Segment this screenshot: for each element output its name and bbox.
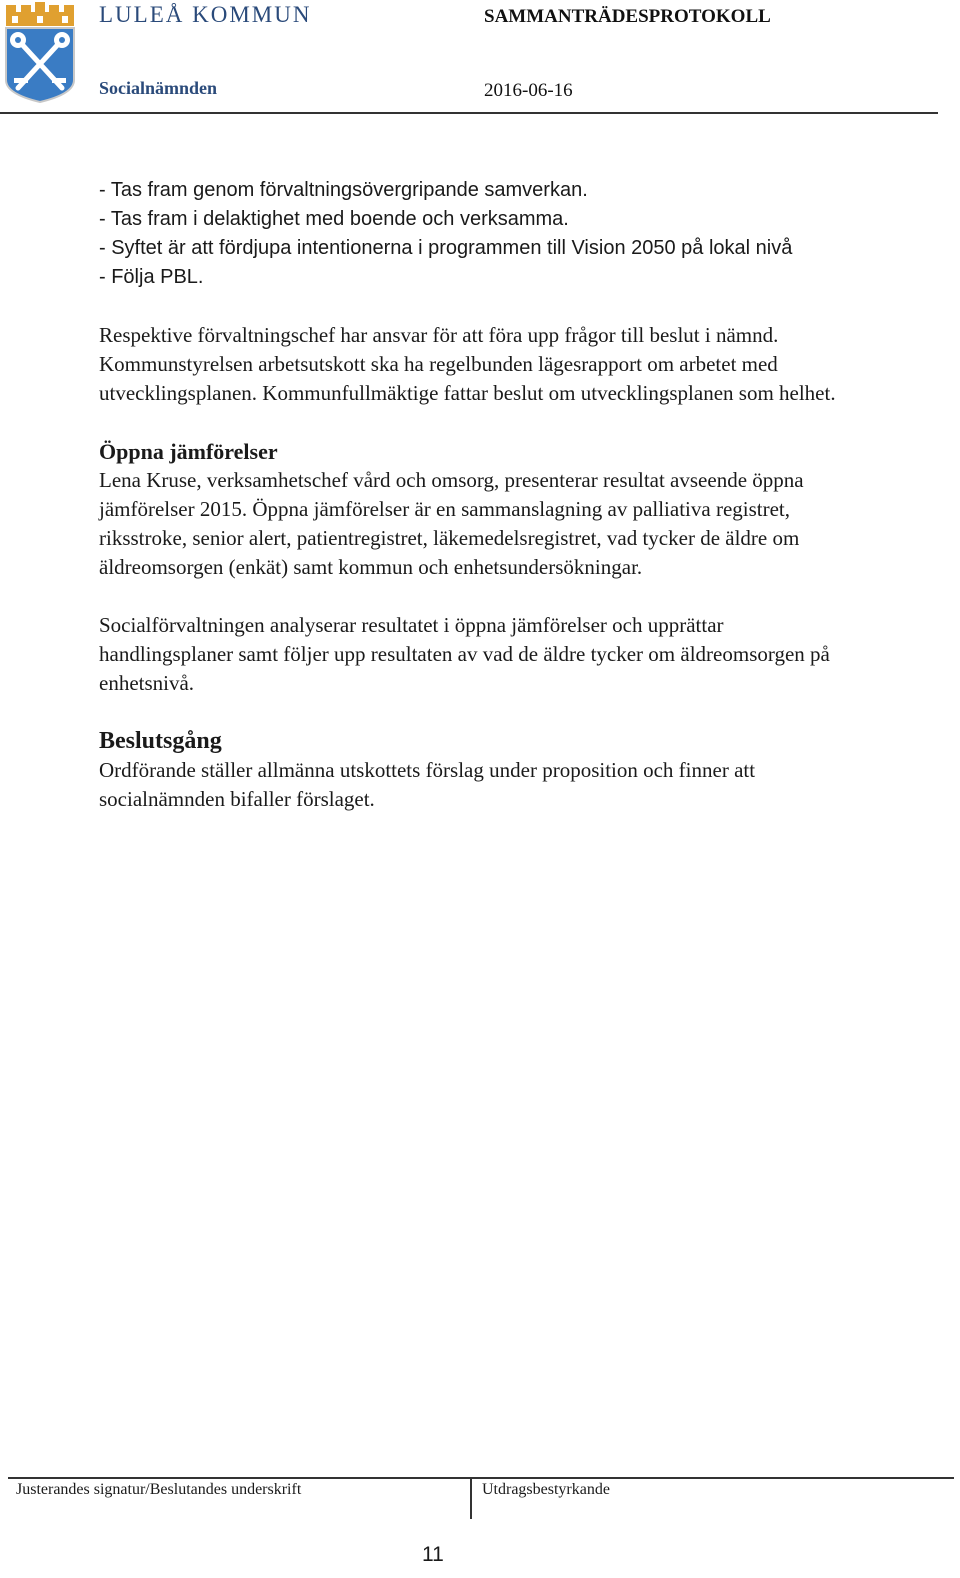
signature-label: Justerandes signatur/Beslutandes underskrift xyxy=(16,1481,302,1498)
header-divider xyxy=(0,112,938,114)
page-number: 11 xyxy=(422,1543,444,1566)
document-type: SAMMANTRÄDESPROTOKOLL xyxy=(484,6,771,27)
section-heading-open-comparisons: Öppna jämförelser xyxy=(99,439,278,464)
section-heading-decision: Beslutsgång xyxy=(99,728,222,754)
certification-label: Utdragsbestyrkande xyxy=(482,1481,610,1498)
bullet-item: - Tas fram genom förvaltningsövergripande samverkan. xyxy=(99,179,588,201)
protocol-body xyxy=(99,176,849,814)
responsibility-paragraph: Respektive förvaltningschef har ansvar för att föra upp frågor till beslut i nämnd. Kommunstyrelsen arbetsutskott ska ha regelbunden lägesrapport om arbetet med utvecklingsplanen. Kommunfullmäktige fattar beslut om utvecklingsplanen som helhet. xyxy=(99,323,836,405)
open-comparisons-paragraph: Lena Kruse, verksamhetschef vård och omsorg, presenterar resultat avseende öppna jämförelser 2015. Öppna jämförelser är en sammanslagning av palliativa registret, riksstroke, senior alert, patientregistret, läkemedelsregistret, vad tycker de äldre om äldreomsorgen (enkät) samt kommun och enhetsundersökningar. xyxy=(99,468,804,579)
lulea-coat-of-arms-icon xyxy=(4,2,76,104)
department-name: Socialnämnden xyxy=(99,78,218,98)
organization-name: LULEÅ KOMMUN xyxy=(99,2,312,27)
decision-paragraph: Ordförande ställer allmänna utskottets förslag under proposition och finner att socialnämnden bifaller förslaget. xyxy=(99,758,756,811)
footer-divider xyxy=(8,1477,954,1479)
analysis-paragraph: Socialförvaltningen analyserar resultatet i öppna jämförelser och upprättar handlingsplaner samt följer upp resultaten av vad de äldre tycker om äldreomsorgen på enhetsnivå. xyxy=(99,613,830,695)
footer-column-divider xyxy=(470,1477,472,1519)
meeting-date: 2016-06-16 xyxy=(484,80,573,101)
bullet-item: - Följa PBL. xyxy=(99,266,204,288)
bullet-item: - Tas fram i delaktighet med boende och verksamma. xyxy=(99,208,569,230)
bullet-item: - Syftet är att fördjupa intentionerna i programmen till Vision 2050 på lokal nivå xyxy=(99,237,793,259)
